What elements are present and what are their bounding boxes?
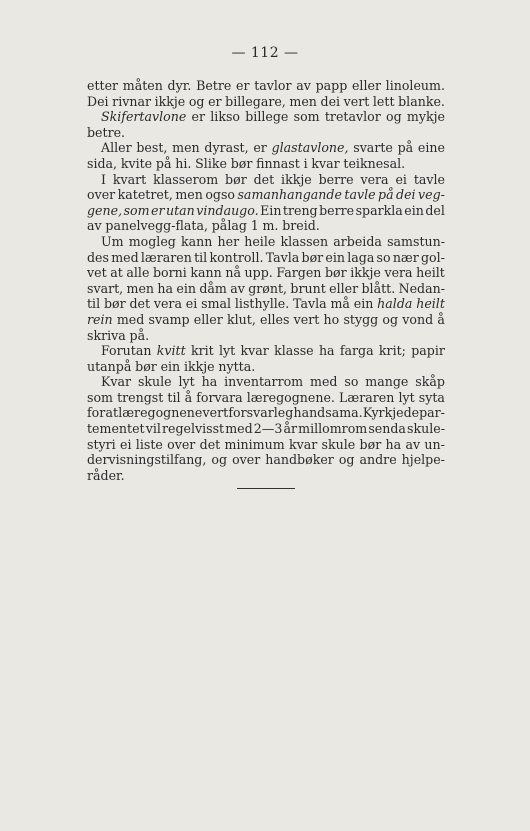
word: rein (87, 311, 113, 327)
text-line (87, 78, 445, 94)
word: heilt (416, 296, 445, 312)
text-line (87, 265, 445, 281)
word: m. (262, 218, 279, 234)
word: Tavla (293, 296, 327, 312)
word: dervisningstilfang, (87, 452, 207, 468)
word: vet (87, 265, 107, 281)
word: Um (101, 233, 124, 249)
word: men (175, 187, 203, 203)
word: klasse (274, 343, 314, 359)
word: kvitt (156, 343, 186, 359)
word: papir (411, 343, 445, 359)
word: krit (190, 343, 214, 359)
word: vond (402, 311, 434, 327)
word: at (110, 265, 123, 281)
word: ha (201, 374, 218, 390)
word: pålag (211, 218, 247, 234)
text-line (87, 250, 445, 266)
word: ikkje (350, 265, 381, 281)
word: kontroll. (209, 249, 264, 265)
word: des (87, 249, 109, 265)
word: skule (321, 436, 356, 452)
word: 1 (250, 218, 259, 234)
word: elles (260, 311, 290, 327)
word: er (151, 202, 165, 218)
word: at (105, 405, 119, 421)
word: og (338, 452, 355, 468)
text-line (87, 281, 445, 297)
word: på (397, 140, 414, 156)
word: sparkla (355, 202, 403, 218)
word: katetret, (117, 187, 173, 203)
word: millomrom (298, 421, 368, 437)
word: mykje (406, 109, 445, 125)
word: likso (210, 109, 240, 125)
word: ikkje (183, 358, 215, 374)
word: skåp (415, 374, 445, 390)
text-line (87, 452, 445, 468)
word: bør (103, 296, 126, 312)
text-line (87, 359, 445, 375)
word: og (382, 311, 399, 327)
word: ein (176, 280, 196, 296)
word: etter (87, 78, 119, 93)
word: dei (320, 93, 341, 109)
word: det (129, 296, 151, 312)
word: treng (282, 202, 318, 218)
word: nå (225, 265, 241, 281)
word: utanpå (87, 358, 132, 374)
word: vera (360, 171, 389, 187)
word: farga (339, 343, 374, 359)
word: finnast (256, 155, 300, 171)
word: svamp (148, 311, 190, 327)
word: for (87, 405, 106, 421)
word: Kvar (101, 374, 132, 390)
word: veg- (418, 187, 445, 203)
word: av (230, 280, 245, 296)
word: dei (396, 187, 416, 203)
word: ein (325, 249, 345, 265)
word: brunt (290, 280, 326, 296)
word: med (116, 311, 145, 327)
word: Tavla (265, 249, 300, 265)
word: til (194, 249, 208, 265)
word: skule- (407, 421, 445, 437)
word: regelvisst (161, 421, 225, 437)
word: å (184, 389, 193, 405)
word: vera (153, 296, 182, 312)
word: og (211, 452, 228, 468)
word: dåm (199, 280, 227, 296)
word: I (101, 171, 106, 187)
word: kann (190, 265, 222, 281)
word: Kyrkjedepar- (362, 405, 445, 421)
word: hi. (175, 155, 192, 171)
word: er (253, 140, 267, 156)
word: på (378, 187, 394, 203)
word: mogleg (128, 233, 176, 249)
word: handbøker (265, 452, 334, 468)
text-line (87, 218, 445, 234)
word: klasserom (153, 171, 219, 187)
word: linoleum. (385, 78, 445, 93)
word: år (283, 421, 298, 437)
word: forsvarleg (228, 405, 294, 421)
word: eller (193, 311, 223, 327)
text-line (87, 203, 445, 219)
word: borni (152, 265, 187, 281)
word: lyt (219, 343, 236, 359)
word: som (293, 109, 320, 125)
word: Forutan (101, 343, 152, 359)
word: ei (395, 171, 407, 187)
word: men (289, 93, 317, 109)
word: rivnar (112, 93, 151, 109)
word: styri (87, 436, 116, 452)
word: sida, (87, 155, 118, 171)
word: ei (185, 296, 198, 312)
word: Dei (87, 93, 109, 109)
word: klut, (226, 311, 256, 327)
word: læregognene (118, 405, 203, 421)
word: handsama. (293, 405, 363, 421)
word: bør (230, 155, 253, 171)
word: syta (418, 389, 445, 405)
word: inventarrom (224, 374, 304, 390)
word: måten (122, 78, 163, 93)
word: dyrast, (204, 140, 249, 156)
word: Nedan- (398, 280, 445, 296)
word: minimum (224, 436, 285, 452)
text-line (87, 140, 445, 156)
text-line (87, 374, 445, 390)
section-divider (237, 488, 295, 489)
word: nær (392, 249, 419, 265)
word: vert (293, 311, 320, 327)
word: ho (323, 311, 340, 327)
word: halda (377, 296, 413, 312)
word: ein (160, 358, 181, 374)
word: lett (372, 93, 395, 109)
word: ikkje (154, 93, 186, 109)
text-line (87, 172, 445, 188)
word: ikkje (281, 171, 312, 187)
word: skriva (87, 327, 126, 343)
word: dyr. (167, 78, 192, 93)
word: lyt (398, 389, 415, 405)
text-line (87, 468, 445, 484)
word: kann (180, 233, 213, 249)
word: til (87, 296, 101, 312)
word: her (217, 233, 240, 249)
word: ha (385, 436, 402, 452)
word: 2—3 (253, 421, 283, 437)
text-line (87, 109, 445, 125)
word: panelvegg-flata, (105, 218, 208, 234)
word: over (232, 452, 261, 468)
word: læraren (140, 249, 192, 265)
word: arbeida (333, 233, 382, 249)
word: kvar (311, 155, 340, 171)
text-line (87, 405, 445, 421)
body-text (87, 78, 445, 483)
word: del (425, 202, 445, 218)
word: er (236, 78, 250, 93)
text-line (87, 343, 445, 359)
word: listhylle. (234, 296, 290, 312)
word: trengst (117, 389, 164, 405)
word: kvar (288, 436, 318, 452)
word: bør (359, 436, 382, 452)
word: bør (324, 265, 347, 281)
word: kvite (120, 155, 153, 171)
word: Læraren (339, 389, 395, 405)
text-line (87, 296, 445, 312)
word: tretavlor (324, 109, 381, 125)
word: tavlor (254, 78, 292, 93)
word: svart, (87, 280, 124, 296)
word: ogso (205, 187, 236, 203)
text-line (87, 437, 445, 453)
text-line (87, 187, 445, 203)
word: men (126, 280, 155, 296)
word: å (437, 311, 445, 327)
word: Fargen (276, 265, 322, 281)
word: med (111, 249, 139, 265)
word: som (123, 202, 150, 218)
word: blått. (361, 280, 396, 296)
word: Betre (196, 78, 232, 93)
word: av (296, 78, 311, 93)
word: bør (301, 249, 324, 265)
word: bør (225, 171, 247, 187)
text-line (87, 94, 445, 110)
word: råder. (87, 467, 125, 483)
word: stygg (343, 311, 379, 327)
word: det (253, 171, 275, 187)
word: ei (120, 436, 132, 452)
word: berre (319, 202, 355, 218)
word: upp. (244, 265, 273, 281)
word: kvart (112, 171, 147, 187)
word: læregognene. (246, 389, 335, 405)
word: vera (384, 265, 413, 281)
word: ein (404, 202, 424, 218)
text-line (87, 234, 445, 250)
text-line (87, 421, 445, 437)
word: og (188, 93, 205, 109)
word: mange (365, 374, 409, 390)
word: kvar (240, 343, 269, 359)
word: utan (165, 202, 195, 218)
word: men (172, 140, 200, 156)
word: heilt (416, 265, 445, 281)
word: av (87, 218, 102, 234)
page-number: — 112 — (231, 45, 299, 61)
word: Ein (260, 202, 282, 218)
word: over (87, 187, 116, 203)
word: over (167, 436, 196, 452)
word: breid. (282, 218, 320, 234)
text-line (87, 390, 445, 406)
word: tavle (413, 171, 445, 187)
text-line (87, 312, 445, 328)
word: andre (359, 452, 397, 468)
word: papp (315, 78, 348, 93)
word: er (191, 109, 206, 125)
word: smal (201, 296, 232, 312)
word: samanhangande (237, 187, 342, 203)
word: eller (329, 280, 359, 296)
word: best, (136, 140, 168, 156)
text-line (87, 328, 445, 344)
word: eller (351, 78, 381, 93)
word: bør (135, 358, 157, 374)
text-line (87, 156, 445, 172)
word: på. (129, 327, 150, 343)
word: vert (343, 93, 370, 109)
word: med (310, 374, 338, 390)
word: svarte (353, 140, 393, 156)
word: liste (135, 436, 163, 452)
word: teiknesal. (343, 155, 406, 171)
word: skule (137, 374, 172, 390)
word: grønt, (248, 280, 288, 296)
word: til (167, 389, 181, 405)
word: blanke. (398, 93, 445, 109)
word: Slike (195, 155, 227, 171)
word: Aller (101, 140, 132, 156)
word: senda (368, 421, 406, 437)
word: tementet (87, 421, 145, 437)
word: vil (145, 421, 161, 437)
word: alle (126, 265, 150, 281)
word: og (385, 109, 402, 125)
word: klassen (280, 233, 329, 249)
word: ein (353, 296, 374, 312)
word: er (208, 93, 222, 109)
word: heile (244, 233, 276, 249)
word: tavle (344, 187, 376, 203)
word: Skifertavlone (101, 109, 187, 125)
word: so (344, 374, 359, 390)
word: gol- (421, 249, 445, 265)
word: glastavlone, (271, 140, 349, 156)
word: forvara (196, 389, 243, 405)
word: hjelpe- (401, 452, 445, 468)
word: som (87, 389, 113, 405)
word: med (225, 421, 253, 437)
word: samstun- (387, 233, 445, 249)
word: ha (157, 280, 174, 296)
word: vert (202, 405, 229, 421)
word: billege (245, 109, 289, 125)
word: eine (417, 140, 445, 156)
word: må (330, 296, 350, 312)
word: lyt (178, 374, 195, 390)
word: på (155, 155, 172, 171)
word: so (376, 249, 391, 265)
word: ha (318, 343, 335, 359)
word: av (405, 436, 421, 452)
word: nytta. (218, 358, 256, 374)
word: betre. (87, 124, 126, 140)
word: laga (347, 249, 375, 265)
word: i (303, 155, 308, 171)
word: det (199, 436, 221, 452)
word: billegare, (225, 93, 286, 109)
word: krit; (378, 343, 406, 359)
word: vindaugo. (196, 202, 259, 218)
word: gene, (87, 202, 123, 218)
text-line (87, 125, 445, 141)
word: berre (318, 171, 354, 187)
word: un- (424, 436, 445, 452)
